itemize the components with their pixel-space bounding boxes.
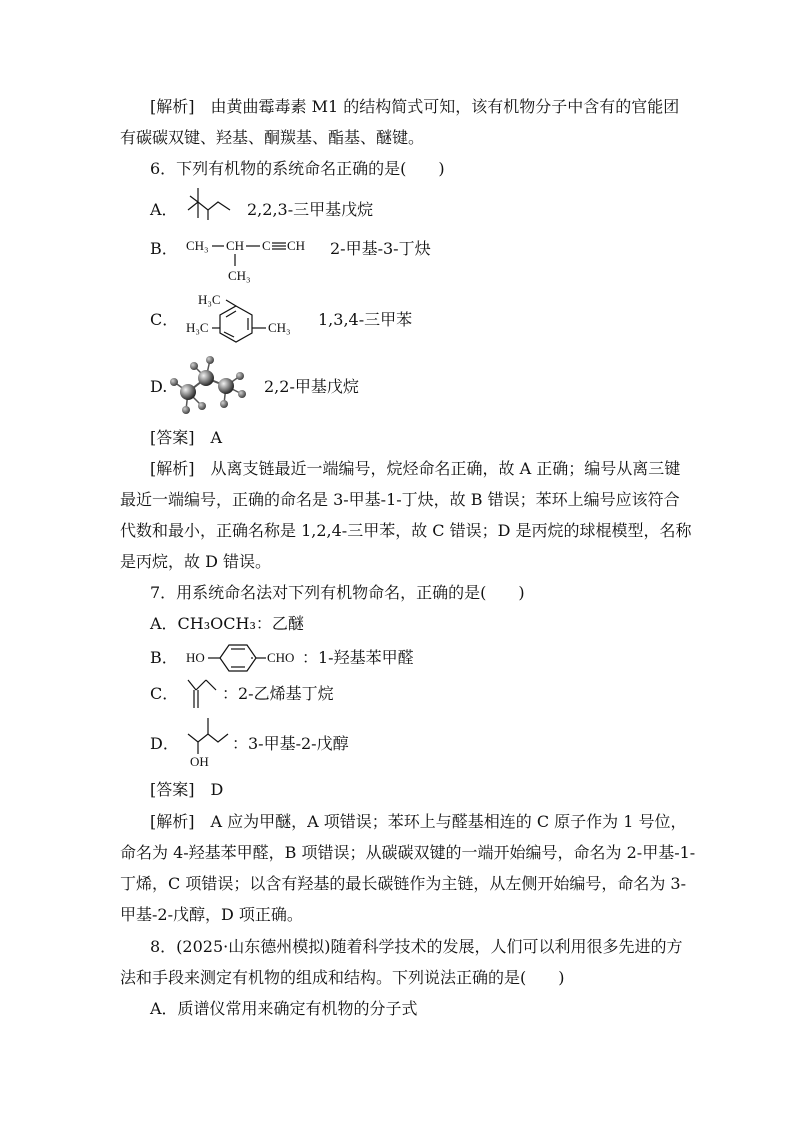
q6c-h3c-top-text: H₃C	[198, 292, 221, 307]
q6-option-c-name: 1,3,4-三甲苯	[318, 310, 413, 329]
explanation-6-line-3: 代数和最小，正确名称是 1,2,4-三甲苯，故 C 错误；D 是丙烷的球棍模型，名称	[120, 521, 692, 540]
q7b-cho-text: CHO	[267, 650, 295, 665]
q7-option-d-name: ：3-甲基-2-戊醇	[232, 734, 349, 753]
q6b-c-text: C	[262, 238, 271, 253]
explanation-6-line-4: 是丙烷，故 D 错误。	[120, 552, 272, 571]
analysis-line-1: [解析] 由黄曲霉毒素 M1 的结构简式可知，该有机物分子中含有的官能团	[150, 97, 680, 116]
q7-option-c-name: ：2-乙烯基丁烷	[222, 684, 334, 703]
answer-6: [答案] A	[150, 428, 223, 447]
explanation-7-line-1: [解析] A 应为甲醚，A 项错误；苯环上与醛基相连的 C 原子作为 1 号位，	[150, 812, 687, 831]
q6c-h3c-left-text: H₃C	[186, 320, 209, 335]
q6-option-c-label: C．	[150, 310, 179, 329]
q6b-ch3-sub-text: CH₃	[228, 268, 251, 283]
question-6: 6．下列有机物的系统命名正确的是( )	[150, 159, 445, 178]
question-8-line-2: 法和手段来测定有机物的组成和结构。下列说法正确的是( )	[120, 968, 565, 987]
q6-option-b-name: 2-甲基-3-丁炔	[330, 239, 431, 258]
q6-option-d-name: 2,2-甲基戊烷	[264, 377, 359, 396]
q7b-hydroxybenzaldehyde-structure	[186, 640, 302, 676]
explanation-7-line-3: 丁烯，C 项错误；以含有羟基的最长碳链作为主链，从左侧开始编号，命名为 3-	[120, 874, 687, 893]
q7b-ho-text: HO	[186, 650, 205, 665]
explanation-6-line-1: [解析] 从离支链最近一端编号，烷烃命名正确，故 A 正确；编号从离三键	[150, 459, 681, 478]
explanation-7-line-2: 命名为 4-羟基苯甲醛，B 项错误；从碳碳双键的一端开始编号，命名为 2-甲基-1-	[120, 843, 696, 862]
answer-7: [答案] D	[150, 780, 224, 799]
q7-option-a: A．CH₃OCH₃：乙醚	[150, 614, 304, 633]
q6-option-b-label: B．	[150, 239, 178, 258]
q6c-trimethylbenzene-structure	[186, 290, 298, 344]
q7-option-c-label: C．	[150, 684, 179, 703]
q6b-ch-end-text: CH	[287, 238, 306, 253]
q6-option-a-name: 2,2,3-三甲基戊烷	[247, 200, 374, 219]
q7c-skeletal-structure	[184, 676, 220, 710]
question-7: 7．用系统命名法对下列有机物命名，正确的是( )	[150, 583, 525, 602]
q6-option-a-label: A．	[150, 200, 178, 219]
q6c-ch3-right-text: CH₃	[268, 320, 291, 335]
q7-option-b-name: ：1-羟基苯甲醛	[302, 648, 414, 667]
explanation-7-line-4: 甲基-2-戊醇，D 项正确。	[120, 905, 303, 924]
q8-option-a: A．质谱仪常用来确定有机物的分子式	[150, 999, 418, 1018]
q7d-skeletal-structure	[186, 714, 230, 768]
q6d-ball-and-stick-model	[168, 352, 252, 416]
q7-option-b-label: B．	[150, 648, 178, 667]
q6b-ch3-text: CH₃	[186, 238, 209, 253]
q7d-oh-text: OH	[190, 754, 209, 768]
q6-option-d-label: D.	[150, 377, 168, 396]
q7-option-d-label: D．	[150, 734, 179, 753]
q6b-condensed-formula	[184, 230, 314, 284]
question-8-line-1: 8．(2025·山东德州模拟)随着科学技术的发展，人们可以利用很多先进的方	[150, 937, 683, 956]
q6b-ch-text: CH	[226, 238, 245, 253]
analysis-line-2: 有碳碳双键、羟基、酮羰基、酯基、醚键。	[120, 128, 425, 147]
explanation-6-line-2: 最近一端编号，正确的命名是 3-甲基-1-丁炔，故 B 错误；苯环上编号应该符合	[120, 490, 680, 509]
q6a-skeletal-structure	[186, 186, 236, 222]
